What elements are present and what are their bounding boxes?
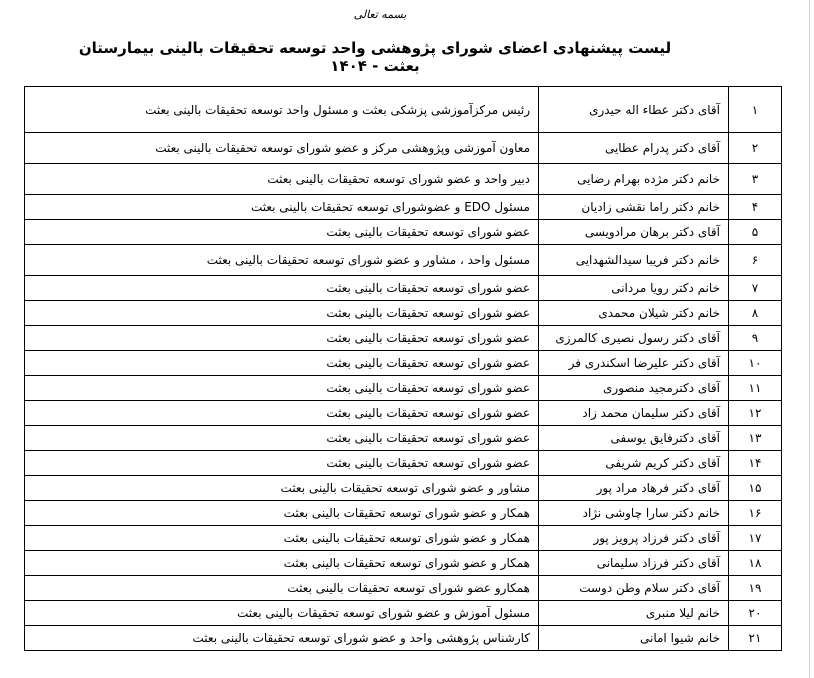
member-role: همکار و عضو شورای توسعه تحقیقات بالینی بعثت (25, 501, 539, 526)
member-name: آقای دکترمجید منصوری (539, 376, 729, 401)
member-role: دبیر واحد و عضو شورای توسعه تحقیقات بالینی بعثت (25, 164, 539, 195)
table-row (25, 451, 782, 476)
member-role: همکار و عضو شورای توسعه تحقیقات بالینی بعثت (25, 551, 539, 576)
member-name: خانم شیوا امانی (539, 626, 729, 651)
table-row (25, 133, 782, 164)
table-row (25, 326, 782, 351)
member-role: مسئول EDO و عضوشورای توسعه تحقیقات بالینی بعثت (25, 195, 539, 220)
members-table (24, 86, 782, 651)
member-name: آقای دکترفایق یوسفی (539, 426, 729, 451)
row-number: ۲ (729, 133, 782, 164)
table-row (25, 351, 782, 376)
member-role: کارشناس پژوهشی واحد و عضو شورای توسعه تحقیقات بالینی بعثت (25, 626, 539, 651)
member-role: همکارو عضو شورای توسعه تحقیقات بالینی بعثت (25, 576, 539, 601)
member-role: عضو شورای توسعه تحقیقات بالینی بعثت (25, 220, 539, 245)
table-row (25, 301, 782, 326)
member-role: رئیس مرکزآموزشی پزشکی بعثت و مسئول واحد توسعه تحقیقات بالینی بعثت (25, 87, 539, 133)
member-name: آقای دکتر فرهاد مراد پور (539, 476, 729, 501)
member-role: عضو شورای توسعه تحقیقات بالینی بعثت (25, 401, 539, 426)
member-name: خانم لیلا منبری (539, 601, 729, 626)
member-name: آقای دکتر سلیمان محمد زاد (539, 401, 729, 426)
row-number: ۷ (729, 276, 782, 301)
member-name: خانم دکتر فریبا سیدالشهدایی (539, 245, 729, 276)
member-name: آقای دکتر پدرام عطایی (539, 133, 729, 164)
member-role: عضو شورای توسعه تحقیقات بالینی بعثت (25, 276, 539, 301)
table-row (25, 245, 782, 276)
member-name: خانم دکتر راما نقشی زادیان (539, 195, 729, 220)
member-name: آقای دکتر رسول نصیری کالمرزی (539, 326, 729, 351)
member-name: آقای دکتر سلام وطن دوست (539, 576, 729, 601)
table-row (25, 576, 782, 601)
row-number: ۱۵ (729, 476, 782, 501)
member-name: خانم دکتر مژده بهرام رضایی (539, 164, 729, 195)
document-title: لیست پیشنهادی اعضای شورای پژوهشی واحد توسعه تحقیقات بالینی بیمارستان بعثت - ۱۴۰۴ (78, 39, 672, 75)
page-edge (809, 0, 810, 678)
row-number: ۵ (729, 220, 782, 245)
row-number: ۱۳ (729, 426, 782, 451)
table-row (25, 551, 782, 576)
member-name: آقای دکتر کریم شریفی (539, 451, 729, 476)
member-name: آقای دکتر عطاء اله حیدری (539, 87, 729, 133)
row-number: ۲۰ (729, 601, 782, 626)
row-number: ۱۷ (729, 526, 782, 551)
row-number: ۴ (729, 195, 782, 220)
row-number: ۲۱ (729, 626, 782, 651)
table-row (25, 220, 782, 245)
table-row (25, 87, 782, 133)
row-number: ۱۶ (729, 501, 782, 526)
row-number: ۱۰ (729, 351, 782, 376)
table-row (25, 376, 782, 401)
member-name: خانم دکتر شیلان محمدی (539, 301, 729, 326)
table-row (25, 476, 782, 501)
table-row (25, 601, 782, 626)
row-number: ۱۸ (729, 551, 782, 576)
member-name: خانم دکتر سارا چاوشی نژاد (539, 501, 729, 526)
table-row (25, 401, 782, 426)
member-name: آقای دکتر فرزاد سلیمانی (539, 551, 729, 576)
member-role: معاون آموزشی وپژوهشی مرکز و عضو شورای توسعه تحقیقات بالینی بعثت (25, 133, 539, 164)
member-name: آقای دکتر برهان مرادویسی (539, 220, 729, 245)
row-number: ۸ (729, 301, 782, 326)
table-row (25, 526, 782, 551)
table-row (25, 501, 782, 526)
row-number: ۱۱ (729, 376, 782, 401)
member-name: آقای دکتر علیرضا اسکندری فر (539, 351, 729, 376)
header-note: بسمه تعالی (353, 8, 407, 21)
table-row (25, 164, 782, 195)
table-row (25, 426, 782, 451)
member-role: عضو شورای توسعه تحقیقات بالینی بعثت (25, 426, 539, 451)
member-role: مشاور و عضو شورای توسعه تحقیقات بالینی بعثت (25, 476, 539, 501)
member-role: همکار و عضو شورای توسعه تحقیقات بالینی بعثت (25, 526, 539, 551)
row-number: ۱۴ (729, 451, 782, 476)
row-number: ۳ (729, 164, 782, 195)
member-role: عضو شورای توسعه تحقیقات بالینی بعثت (25, 451, 539, 476)
member-role: مسئول واحد ، مشاور و عضو شورای توسعه تحقیقات بالینی بعثت (25, 245, 539, 276)
member-name: خانم دکتر رویا مردانی (539, 276, 729, 301)
member-role: عضو شورای توسعه تحقیقات بالینی بعثت (25, 376, 539, 401)
member-role: عضو شورای توسعه تحقیقات بالینی بعثت (25, 326, 539, 351)
row-number: ۱۲ (729, 401, 782, 426)
row-number: ۱۹ (729, 576, 782, 601)
member-role: عضو شورای توسعه تحقیقات بالینی بعثت (25, 301, 539, 326)
row-number: ۱ (729, 87, 782, 133)
row-number: ۹ (729, 326, 782, 351)
table-row (25, 626, 782, 651)
table-row (25, 276, 782, 301)
member-role: عضو شورای توسعه تحقیقات بالینی بعثت (25, 351, 539, 376)
member-name: آقای دکتر فرزاد پرویز پور (539, 526, 729, 551)
row-number: ۶ (729, 245, 782, 276)
table-row (25, 195, 782, 220)
member-role: مسئول آموزش و عضو شورای توسعه تحقیقات بالینی بعثت (25, 601, 539, 626)
